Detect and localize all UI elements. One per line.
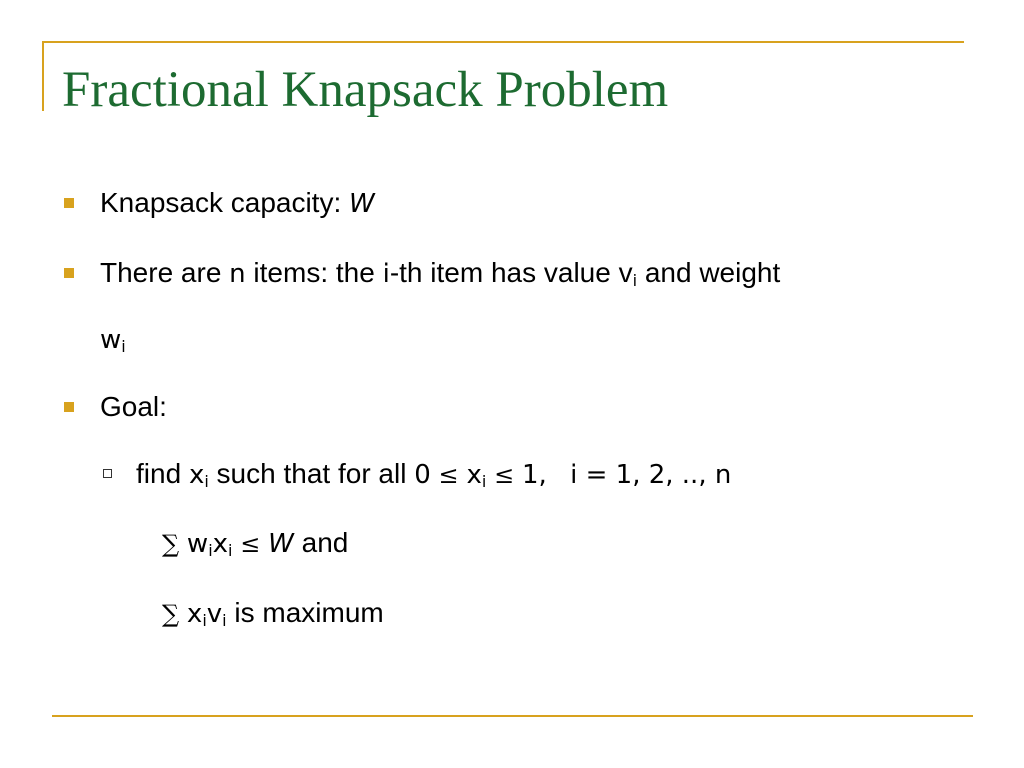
- slide-title: Fractional Knapsack Problem: [62, 62, 669, 118]
- constraint-capacity: W: [268, 529, 294, 559]
- bullet-knapsack-capacity: [100, 186, 375, 221]
- capacity-label: Knapsack capacity:: [100, 187, 350, 218]
- constraint-sub-w: i: [208, 541, 213, 560]
- such-that-text: such that for all: [208, 458, 415, 489]
- top-rule: [44, 41, 964, 43]
- bullet-goal: [100, 390, 167, 424]
- constraint-var-w: w: [186, 529, 209, 559]
- index-range: i = 1, 2, .., n: [570, 460, 732, 490]
- find-sub-i: i: [204, 472, 209, 491]
- sub-bullet-find: [136, 457, 731, 492]
- bullet-items-description: [100, 256, 780, 291]
- find-var-x: x: [188, 460, 205, 490]
- maximum-text: is maximum: [226, 597, 384, 628]
- items-var-n: n: [229, 259, 246, 289]
- objective-sub-x: i: [202, 611, 207, 630]
- weight-variable: w: [100, 325, 122, 355]
- bound-var-x: x: [466, 460, 482, 490]
- weight-sub-i: i: [121, 337, 126, 356]
- objective-var-v: v: [206, 599, 223, 629]
- square-bullet-icon: [64, 268, 74, 278]
- goal-label: Goal:: [100, 391, 167, 422]
- constraint-var-x: x: [212, 529, 229, 559]
- capacity-variable: W: [349, 189, 375, 219]
- items-text-4: and weight: [637, 257, 781, 288]
- and-text: and: [293, 527, 349, 558]
- constraint-sub-x: i: [228, 541, 233, 560]
- bullet-items-wrap: [100, 322, 126, 357]
- bottom-rule: [52, 715, 973, 717]
- items-var-i: i: [382, 259, 390, 289]
- items-sub-i: i: [632, 271, 638, 290]
- weight-constraint: [162, 526, 348, 561]
- bound-zero: 0: [414, 460, 431, 490]
- items-text-3: -th item has value v: [389, 257, 633, 288]
- square-bullet-icon: [64, 198, 74, 208]
- value-objective: [162, 596, 384, 631]
- objective-var-x: x: [186, 599, 203, 629]
- leq-symbol: ≤: [494, 461, 515, 489]
- sum-symbol: ∑: [162, 600, 180, 628]
- bound-sub-i: i: [481, 472, 487, 491]
- leq-symbol: ≤: [438, 461, 459, 489]
- sum-symbol: ∑: [162, 530, 180, 558]
- left-rule: [42, 41, 44, 111]
- bound-one: 1,: [521, 460, 547, 490]
- find-text: find: [136, 458, 189, 489]
- hollow-square-bullet-icon: [103, 469, 112, 478]
- leq-symbol: ≤: [240, 530, 261, 558]
- square-bullet-icon: [64, 402, 74, 412]
- objective-sub-v: i: [222, 611, 227, 630]
- items-text-1: There are: [100, 257, 230, 288]
- items-text-2: items: the: [245, 257, 383, 288]
